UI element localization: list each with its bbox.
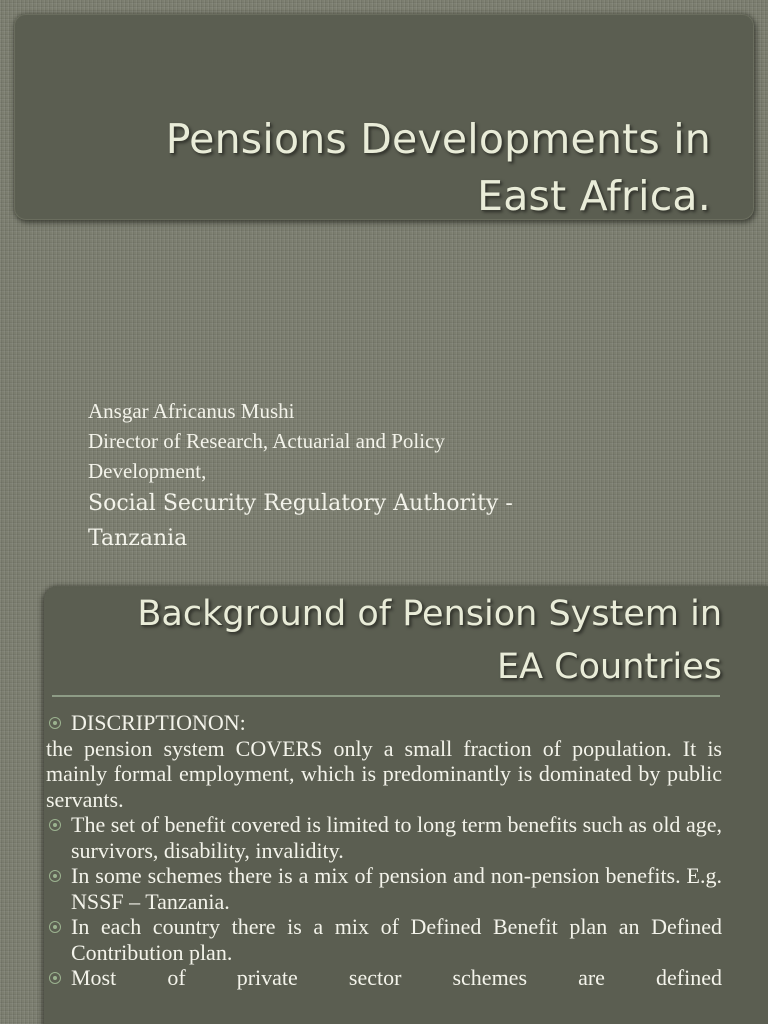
slide-title-background — [42, 588, 722, 694]
list-item — [46, 914, 722, 965]
bullet-icon — [49, 717, 61, 729]
bullet-text-1: The set of benefit covered is limited to long term benefits such as old age, survivors, disability, invalidity. — [71, 812, 722, 863]
bullet-text-3: In each country there is a mix of Defined Benefit plan an Defined Contribution plan. — [71, 914, 722, 965]
list-item — [46, 965, 722, 991]
title-line-2: East Africa. — [477, 172, 711, 220]
author-block — [88, 396, 708, 556]
title-divider — [52, 695, 720, 697]
list-item-heading — [46, 710, 722, 736]
slide-body — [46, 710, 722, 991]
organization-line-1: Social Security Regulatory Authority - — [88, 491, 513, 516]
bullet-icon — [49, 870, 61, 882]
bullet-text-2: In some schemes there is a mix of pension and non-pension benefits. E.g. NSSF – Tanzania. — [71, 863, 722, 914]
presentation-title — [31, 111, 711, 225]
bullet-icon — [49, 921, 61, 933]
author-role-line-1: Director of Research, Actuarial and Policy — [88, 429, 445, 453]
list-item — [46, 863, 722, 914]
bullet-text-4: Most of private sector schemes are defined — [71, 965, 722, 990]
intro-heading: DISCRIPTIONON: — [71, 710, 246, 735]
slide2-title-line-2: EA Countries — [496, 647, 722, 687]
slide-background — [0, 580, 768, 1024]
intro-paragraph: the pension system COVERS only a small fraction of population. It is mainly formal employment, which is predominantly is dominated by public servants. — [46, 735, 722, 812]
title-line-1: Pensions Developments in — [165, 115, 711, 163]
author-name: Ansgar Africanus Mushi — [88, 399, 295, 423]
bullet-icon — [49, 972, 61, 984]
slide2-title-line-1: Background of Pension System in — [137, 594, 722, 634]
bullet-icon — [49, 819, 61, 831]
title-panel — [14, 14, 754, 220]
author-role-line-2: Development, — [88, 459, 207, 483]
list-item — [46, 812, 722, 863]
organization-line-2: Tanzania — [88, 526, 188, 551]
